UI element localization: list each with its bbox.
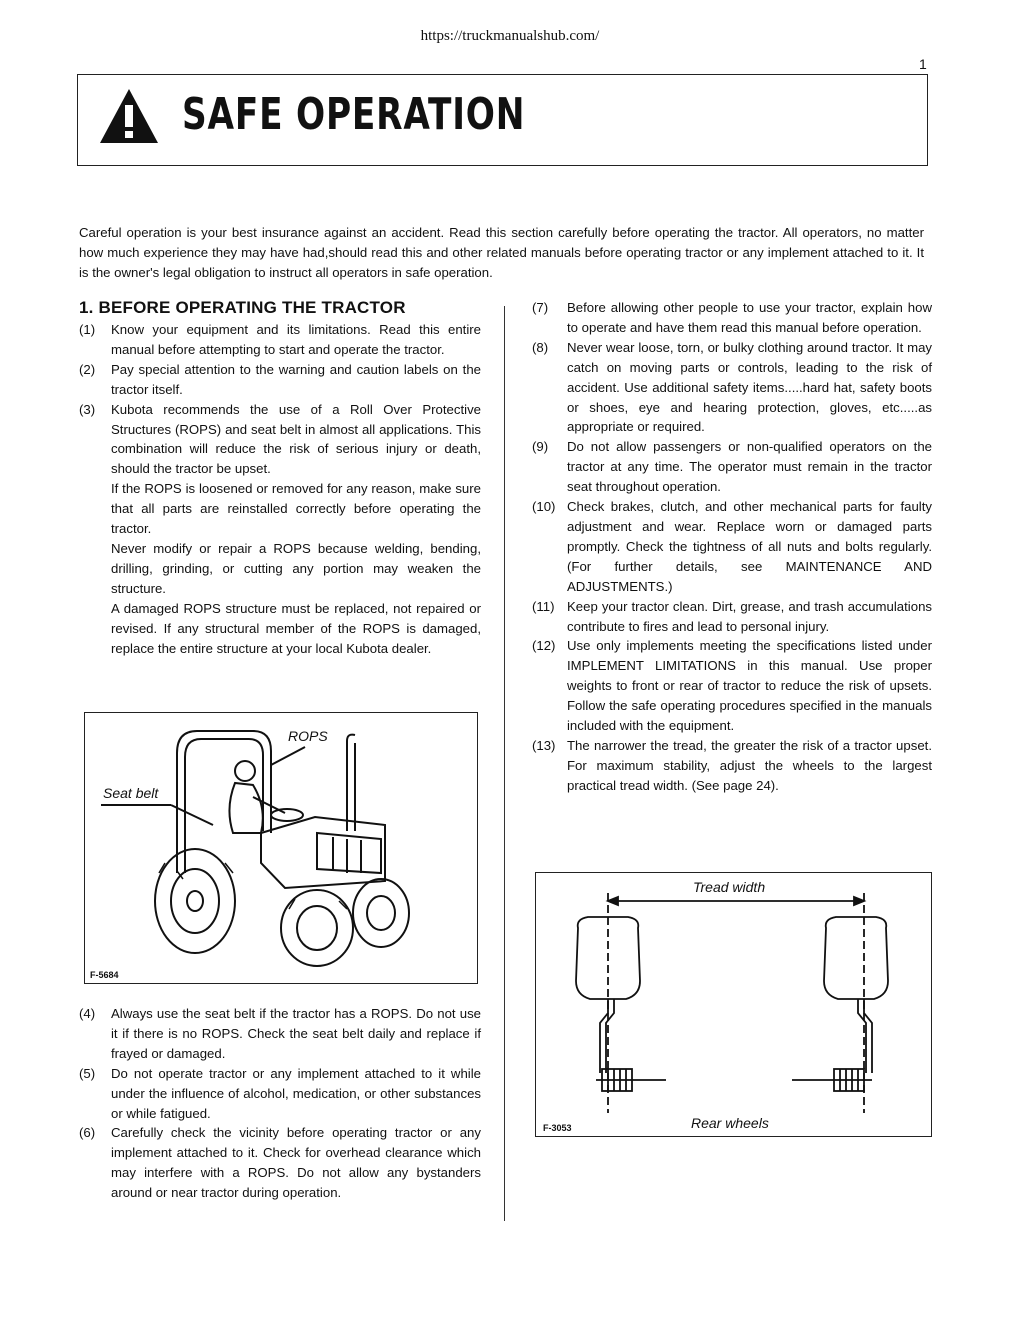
title-banner	[77, 74, 928, 166]
list-item: (3) Kubota recommends the use of a Roll Over Protective Structures (ROPS) and seat belt in almost all applications. This combination will reduce the risk of serious injury or death, should the tractor be upset.	[79, 401, 481, 477]
page-title: SAFE OPERATION	[182, 89, 526, 140]
source-url[interactable]: https://truckmanualshub.com/	[420, 28, 600, 44]
list-item: (13) The narrower the tread, the greater the risk of a tractor upset. For maximum stability, adjust the wheels to the largest practical tread width. (See page 24).	[532, 737, 932, 793]
figure-code: F-5684	[90, 970, 119, 980]
list-item: (9) Do not allow passengers or non-qualified operators on the tractor at any time. The operator must remain in the tractor seat throughout operation.	[532, 439, 932, 495]
list-item-paragraph: Never modify or repair a ROPS because welding, bending, drilling, grinding, or cutting any portion may weaken the structure.	[111, 540, 481, 596]
list-item: (10) Check brakes, clutch, and other mechanical parts for faulty adjustment and wear. Replace worn or damaged parts promptly. Check the tightness of all nuts and bolts regularly. (For further details, see MAINTENANCE AND ADJUSTMENTS.)	[532, 499, 932, 594]
figure-code: F-3053	[543, 1123, 572, 1133]
list-item: (6) Carefully check the vicinity before operating tractor or any implement attached to it. Check for overhead clearance which may interfere with a ROPS. Do not allow any bystanders around or near tractor during operation.	[79, 1125, 481, 1201]
rops-label: ROPS	[288, 728, 328, 744]
tractor-illustration	[85, 713, 476, 982]
list-item: (12) Use only implements meeting the specifications listed under IMPLEMENT LIMITATIONS in this manual. Use proper weights to front or rear of tractor to reduce the risk of upsets. Follow the safe operating procedures specified in the manuals included with the equipment.	[532, 638, 932, 734]
seat-belt-label: Seat belt	[103, 785, 159, 801]
rops-figure	[84, 712, 478, 984]
rear-wheels-illustration	[536, 873, 930, 1135]
section-heading: 1. BEFORE OPERATING THE TRACTOR	[79, 298, 406, 317]
list-item: (1) Know your equipment and its limitations. Read this entire manual before attempting to start and operate the tractor.	[79, 322, 481, 357]
warning-triangle-icon	[98, 87, 160, 145]
list-item: (4) Always use the seat belt if the tractor has a ROPS. Do not use it if there is no ROPS. Check the seat belt daily and replace if frayed or damaged.	[79, 1006, 481, 1061]
intro-paragraph: Careful operation is your best insurance against an accident. Read this section carefully before operating the tractor. All operators, no matter how much experience they may have had,should read this and other related manuals before operating tractor or any implement attached to it. It is the owner's legal obligation to instruct all operators in safe operation.	[79, 225, 924, 281]
list-item-paragraph: A damaged ROPS structure must be replaced, not repaired or revised. If any structural member of the ROPS is damaged, replace the entire structure at your local Kubota dealer.	[111, 600, 481, 656]
list-item-paragraph: If the ROPS is loosened or removed for any reason, make sure that all parts are reinstalled correctly before operating the tractor.	[111, 481, 481, 537]
left-column	[79, 298, 481, 658]
tread-width-label: Tread width	[693, 879, 766, 895]
page-number: 1	[919, 56, 927, 72]
list-item: (7) Before allowing other people to use your tractor, explain how to operate and have them read this manual before operation.	[532, 300, 932, 335]
list-item: (2) Pay special attention to the warning and caution labels on the tractor itself.	[79, 361, 481, 397]
left-column-lower	[79, 1004, 481, 1203]
tread-width-figure	[535, 872, 932, 1137]
column-divider	[504, 306, 505, 1221]
rear-wheels-label: Rear wheels	[691, 1115, 769, 1131]
list-item: (11) Keep your tractor clean. Dirt, grease, and trash accumulations contribute to fires and lead to personal injury.	[532, 598, 932, 634]
list-item: (8) Never wear loose, torn, or bulky clothing around tractor. It may catch on moving parts or controls, leading to the risk of accident. Use additional safety items.....hard hat, safety boots or shoes, eye and hearing protection, gloves, etc.....as appropriate or required.	[532, 339, 932, 435]
right-column	[532, 298, 932, 796]
list-item: (5) Do not operate tractor or any implement attached to it while under the influence of alcohol, medication, or other substances or while fatigued.	[79, 1065, 481, 1121]
